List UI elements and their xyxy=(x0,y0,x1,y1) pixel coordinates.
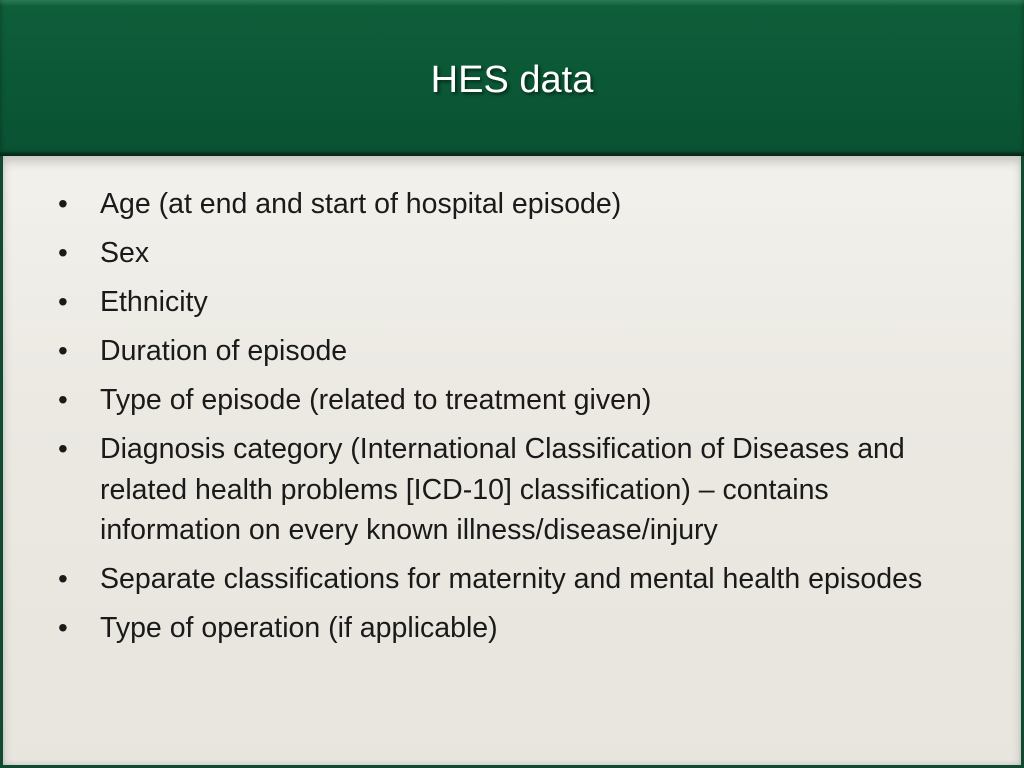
bullet-dot-icon: • xyxy=(58,286,68,317)
slide-title: HES data xyxy=(430,59,594,101)
bullet-item xyxy=(58,184,968,225)
bullet-dot-icon: • xyxy=(58,612,68,643)
bullet-dot-icon: • xyxy=(58,384,68,415)
bullet-item xyxy=(58,429,968,551)
bullet-text: Type of operation (if applicable) xyxy=(100,612,498,644)
bullet-dot-icon: • xyxy=(58,188,68,219)
bullet-text: Type of episode (related to treatment given) xyxy=(100,384,652,416)
bullet-item xyxy=(58,331,968,372)
bullet-dot-icon: • xyxy=(58,335,68,366)
title-bar xyxy=(0,0,1024,156)
bullet-dot-icon: • xyxy=(58,237,68,268)
bullet-text: Separate classifications for maternity and mental health episodes xyxy=(100,563,923,595)
bullet-item xyxy=(58,282,968,323)
bullet-text: Age (at end and start of hospital episode) xyxy=(100,188,622,220)
bullet-item xyxy=(58,559,968,600)
bullet-dot-icon: • xyxy=(58,563,68,594)
bullet-item xyxy=(58,233,968,274)
bullet-text: Ethnicity xyxy=(100,286,208,318)
bullet-text: Diagnosis category (International Classification of Diseases and related health problems [ICD-10] classification) – contains information on every known illness/disease/injury xyxy=(100,433,905,546)
bullet-dot-icon: • xyxy=(58,433,68,464)
bullet-item xyxy=(58,380,968,421)
bullet-list xyxy=(58,184,968,657)
bullet-text: Duration of episode xyxy=(100,335,348,367)
bullet-text: Sex xyxy=(100,237,150,269)
bullet-item xyxy=(58,608,968,649)
